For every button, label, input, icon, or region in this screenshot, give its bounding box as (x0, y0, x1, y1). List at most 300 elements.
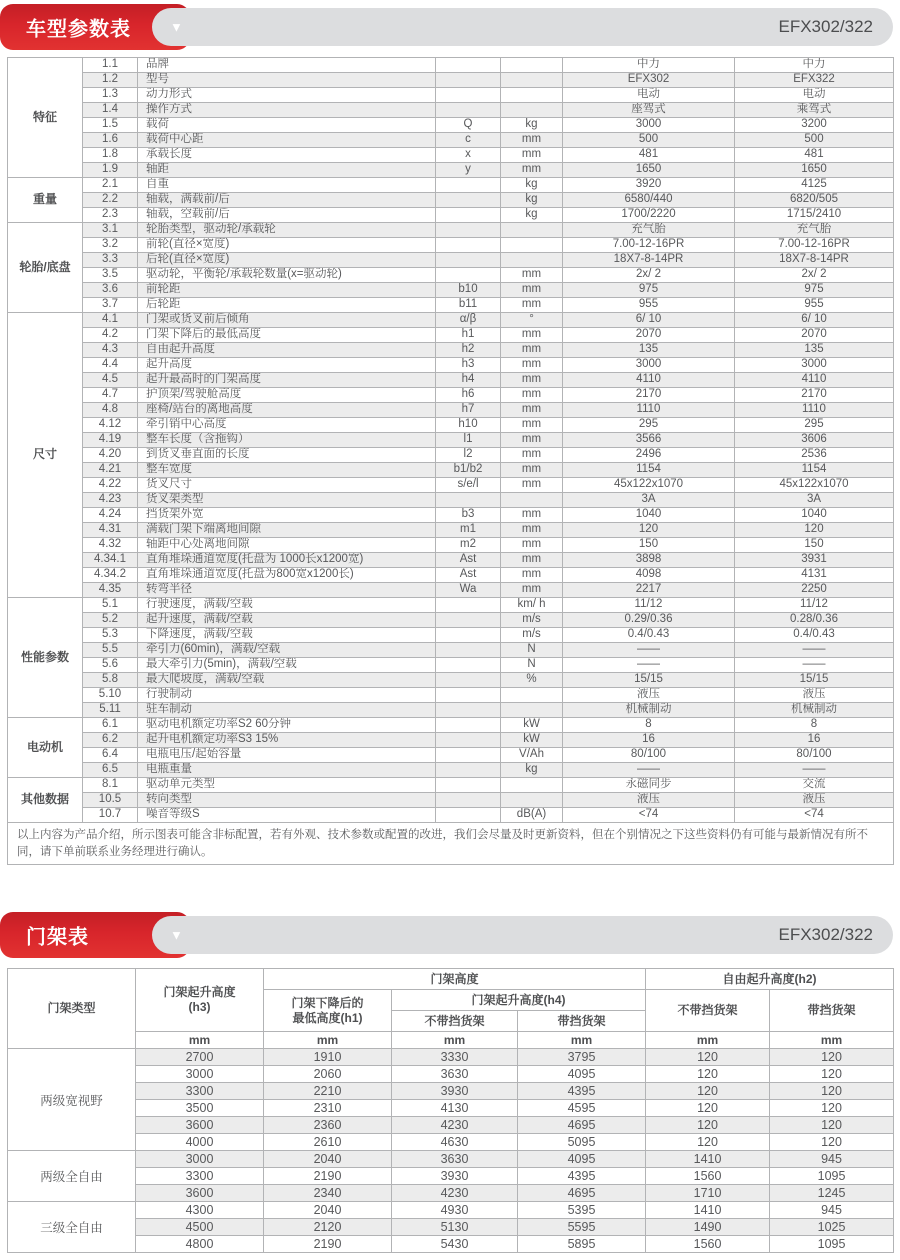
table-row (8, 718, 894, 733)
value-efx302: 中力 (563, 58, 735, 73)
h3-value: 3000 (136, 1151, 264, 1168)
h3-value: 4800 (136, 1236, 264, 1253)
param-unit: mm (501, 268, 563, 283)
param-symbol: h10 (436, 418, 501, 433)
param-symbol: l1 (436, 433, 501, 448)
value-efx302: 充气胎 (563, 223, 735, 238)
h4-no-backrest-value: 3930 (392, 1083, 518, 1100)
param-symbol (436, 178, 501, 193)
row-number: 4.5 (83, 373, 138, 388)
table-row (8, 433, 894, 448)
value-efx302: 3000 (563, 118, 735, 133)
param-unit: V/Ah (501, 748, 563, 763)
param-name: 电瓶电压/起始容量 (138, 748, 436, 763)
value-efx322: 1154 (735, 463, 894, 478)
param-unit (501, 703, 563, 718)
value-efx302: 液压 (563, 688, 735, 703)
h2-no-backrest-value: 120 (646, 1049, 770, 1066)
value-efx302: 1650 (563, 163, 735, 178)
h2-with-backrest-value: 1095 (770, 1236, 894, 1253)
h2-with-backrest-value: 945 (770, 1151, 894, 1168)
h4-with-backrest-value: 4695 (518, 1185, 646, 1202)
h2-no-backrest-value: 1560 (646, 1236, 770, 1253)
param-name: 承载长度 (138, 148, 436, 163)
value-efx302: 150 (563, 538, 735, 553)
section-label: 性能参数 (8, 598, 83, 718)
h2-with-backrest-value: 1245 (770, 1185, 894, 1202)
value-efx322: 液压 (735, 793, 894, 808)
row-number: 4.2 (83, 328, 138, 343)
h2-with-backrest-value: 120 (770, 1100, 894, 1117)
row-number: 2.2 (83, 193, 138, 208)
h3-value: 3600 (136, 1185, 264, 1202)
row-number: 4.1 (83, 313, 138, 328)
table-row (8, 133, 894, 148)
value-efx302: 955 (563, 298, 735, 313)
param-name: 自由起升高度 (138, 343, 436, 358)
param-unit (501, 58, 563, 73)
value-efx302: 15/15 (563, 673, 735, 688)
value-efx322: 8 (735, 718, 894, 733)
param-name: 品牌 (138, 58, 436, 73)
value-efx302: —— (563, 763, 735, 778)
value-efx302: EFX302 (563, 73, 735, 88)
param-unit (501, 793, 563, 808)
param-symbol: h1 (436, 328, 501, 343)
param-name: 轴载，满载前/后 (138, 193, 436, 208)
value-efx322: 2250 (735, 583, 894, 598)
param-name: 挡货架外宽 (138, 508, 436, 523)
value-efx322: 4110 (735, 373, 894, 388)
h4-no-backrest-value: 4230 (392, 1185, 518, 1202)
table-row (8, 313, 894, 328)
param-unit: m/s (501, 613, 563, 628)
value-efx322: 6820/505 (735, 193, 894, 208)
param-symbol: b10 (436, 283, 501, 298)
unit-header: mm (264, 1032, 392, 1049)
h1-value: 2190 (264, 1236, 392, 1253)
table-row (8, 478, 894, 493)
value-efx302: <74 (563, 808, 735, 823)
table-row (8, 1134, 894, 1151)
table-row (8, 88, 894, 103)
row-number: 3.2 (83, 238, 138, 253)
param-unit: mm (501, 298, 563, 313)
table-row (8, 613, 894, 628)
h2-no-backrest-value: 120 (646, 1083, 770, 1100)
param-symbol: y (436, 163, 501, 178)
value-efx302: 16 (563, 733, 735, 748)
row-number: 6.5 (83, 763, 138, 778)
h4-with-backrest-value: 4595 (518, 1100, 646, 1117)
table-row (8, 238, 894, 253)
row-number: 6.4 (83, 748, 138, 763)
value-efx302: 11/12 (563, 598, 735, 613)
row-number: 1.4 (83, 103, 138, 118)
spec-section-header (0, 4, 893, 50)
param-symbol (436, 733, 501, 748)
param-symbol (436, 613, 501, 628)
row-number: 4.32 (83, 538, 138, 553)
table-row (8, 568, 894, 583)
param-unit (501, 88, 563, 103)
table-row (8, 748, 894, 763)
unit-header: mm (646, 1032, 770, 1049)
value-efx322: <74 (735, 808, 894, 823)
param-name: 直角堆垛通道宽度(托盘为800宽x1200长) (138, 568, 436, 583)
section-label: 重量 (8, 178, 83, 223)
table-row (8, 493, 894, 508)
param-unit: mm (501, 403, 563, 418)
h3-value: 4300 (136, 1202, 264, 1219)
value-efx302: 7.00-12-16PR (563, 238, 735, 253)
table-row (8, 658, 894, 673)
table-row (8, 178, 894, 193)
row-number: 4.23 (83, 493, 138, 508)
value-efx302: 481 (563, 148, 735, 163)
row-number: 4.31 (83, 523, 138, 538)
table-row (8, 688, 894, 703)
param-symbol (436, 673, 501, 688)
value-efx322: 2536 (735, 448, 894, 463)
row-number: 1.8 (83, 148, 138, 163)
param-name: 行驶制动 (138, 688, 436, 703)
table-row (8, 643, 894, 658)
h4-no-backrest-value: 3630 (392, 1066, 518, 1083)
mast-table (7, 968, 894, 1253)
param-name: 门架下降后的最低高度 (138, 328, 436, 343)
param-name: 起升电机额定功率S3 15% (138, 733, 436, 748)
h2-no-backrest-value: 120 (646, 1066, 770, 1083)
h2-with-backrest-value: 1025 (770, 1219, 894, 1236)
row-number: 3.6 (83, 283, 138, 298)
row-number: 6.2 (83, 733, 138, 748)
h3-value: 4000 (136, 1134, 264, 1151)
param-symbol (436, 658, 501, 673)
value-efx322: 481 (735, 148, 894, 163)
value-efx322: 15/15 (735, 673, 894, 688)
value-efx322: 2070 (735, 328, 894, 343)
param-symbol (436, 748, 501, 763)
value-efx322: 充气胎 (735, 223, 894, 238)
table-row (8, 1066, 894, 1083)
param-name: 轮胎类型，驱动轮/承载轮 (138, 223, 436, 238)
param-symbol (436, 793, 501, 808)
param-name: 牵引力(60min)，满载/空载 (138, 643, 436, 658)
param-name: 起升速度，满载/空载 (138, 613, 436, 628)
collapse-arrow-icon[interactable]: ▼ (170, 927, 183, 943)
param-unit: N (501, 658, 563, 673)
table-row (8, 538, 894, 553)
param-name: 驱动电机额定功率S2 60分钟 (138, 718, 436, 733)
h2-no-backrest-value: 120 (646, 1117, 770, 1134)
param-symbol: l2 (436, 448, 501, 463)
param-symbol: m2 (436, 538, 501, 553)
h4-group-header: 门架起升高度(h4) (392, 990, 646, 1011)
row-number: 2.1 (83, 178, 138, 193)
mast-section-header (0, 912, 893, 958)
value-efx322: 150 (735, 538, 894, 553)
row-number: 4.20 (83, 448, 138, 463)
value-efx322: 955 (735, 298, 894, 313)
param-symbol: h4 (436, 373, 501, 388)
param-unit (501, 103, 563, 118)
table-row (8, 1117, 894, 1134)
value-efx302: —— (563, 643, 735, 658)
param-name: 货叉尺寸 (138, 478, 436, 493)
section-label: 其他数据 (8, 778, 83, 823)
value-efx302: 500 (563, 133, 735, 148)
spec-table-body (8, 58, 894, 823)
unit-header: mm (136, 1032, 264, 1049)
param-name: 货叉架类型 (138, 493, 436, 508)
param-unit: kg (501, 208, 563, 223)
value-efx322: 中力 (735, 58, 894, 73)
table-row (8, 73, 894, 88)
table-row (8, 1202, 894, 1219)
table-row (8, 1049, 894, 1066)
section-title: 车型参数表 (26, 18, 131, 41)
row-number: 5.2 (83, 613, 138, 628)
table-row (8, 388, 894, 403)
value-efx302: 18X7-8-14PR (563, 253, 735, 268)
param-unit: kg (501, 193, 563, 208)
row-number: 5.3 (83, 628, 138, 643)
value-efx302: 2496 (563, 448, 735, 463)
mast-height-group-header: 门架高度 (264, 969, 646, 990)
param-name: 操作方式 (138, 103, 436, 118)
value-efx322: 1110 (735, 403, 894, 418)
value-efx322: 120 (735, 523, 894, 538)
param-name: 满载门架下端离地间隙 (138, 523, 436, 538)
param-symbol: α/β (436, 313, 501, 328)
row-number: 3.5 (83, 268, 138, 283)
table-row (8, 193, 894, 208)
param-name: 驻车制动 (138, 703, 436, 718)
row-number: 10.5 (83, 793, 138, 808)
param-unit: mm (501, 328, 563, 343)
table-row (8, 598, 894, 613)
param-symbol: c (436, 133, 501, 148)
value-efx302: 120 (563, 523, 735, 538)
table-row (8, 163, 894, 178)
h1-value: 1910 (264, 1049, 392, 1066)
param-unit: N (501, 643, 563, 658)
mast-type-header: 门架类型 (8, 969, 136, 1049)
param-symbol (436, 703, 501, 718)
h2-no-backrest-value: 1490 (646, 1219, 770, 1236)
param-symbol (436, 763, 501, 778)
h4-with-backrest-value: 5895 (518, 1236, 646, 1253)
param-unit: mm (501, 463, 563, 478)
mast-type-label: 两级全自由 (8, 1151, 136, 1202)
model-label: EFX302/322 (778, 925, 873, 944)
table-row (8, 403, 894, 418)
table-row (8, 223, 894, 238)
value-efx322: 交流 (735, 778, 894, 793)
table-row (8, 1219, 894, 1236)
value-efx302: 4110 (563, 373, 735, 388)
table-row (8, 778, 894, 793)
value-efx322: EFX322 (735, 73, 894, 88)
row-number: 2.3 (83, 208, 138, 223)
h4-with-backrest-value: 4395 (518, 1083, 646, 1100)
value-efx322: 6/ 10 (735, 313, 894, 328)
param-symbol (436, 598, 501, 613)
value-efx322: 1040 (735, 508, 894, 523)
row-number: 10.7 (83, 808, 138, 823)
value-efx322: 液压 (735, 688, 894, 703)
mast-type-label: 三级全自由 (8, 1202, 136, 1253)
h4-no-backrest-value: 4630 (392, 1134, 518, 1151)
param-name: 下降速度，满载/空载 (138, 628, 436, 643)
value-efx322: 2170 (735, 388, 894, 403)
param-name: 自重 (138, 178, 436, 193)
row-number: 4.21 (83, 463, 138, 478)
value-efx322: 2x/ 2 (735, 268, 894, 283)
table-row (8, 1100, 894, 1117)
param-symbol (436, 208, 501, 223)
value-efx322: 11/12 (735, 598, 894, 613)
param-unit: kW (501, 718, 563, 733)
value-efx322: 975 (735, 283, 894, 298)
table-row (8, 808, 894, 823)
param-name: 轴载，空载前/后 (138, 208, 436, 223)
table-row (8, 628, 894, 643)
h2-with-backrest-value: 120 (770, 1134, 894, 1151)
param-unit: mm (501, 568, 563, 583)
table-row (8, 208, 894, 223)
h4-no-backrest-value: 4130 (392, 1100, 518, 1117)
value-efx322: 3931 (735, 553, 894, 568)
param-name: 起升高度 (138, 358, 436, 373)
h1-header (264, 990, 392, 1032)
param-unit: mm (501, 508, 563, 523)
unit-header: mm (392, 1032, 518, 1049)
param-symbol (436, 268, 501, 283)
param-unit: km/ h (501, 598, 563, 613)
value-efx302: 6/ 10 (563, 313, 735, 328)
param-name: 起升最高时的门架高度 (138, 373, 436, 388)
param-name: 载荷中心距 (138, 133, 436, 148)
row-number: 4.7 (83, 388, 138, 403)
row-number: 3.3 (83, 253, 138, 268)
param-unit: mm (501, 133, 563, 148)
spec-table (7, 57, 894, 865)
model-label: EFX302/322 (778, 17, 873, 36)
value-efx322: 3A (735, 493, 894, 508)
h3-header (136, 969, 264, 1032)
param-unit: mm (501, 163, 563, 178)
value-efx322: 1715/2410 (735, 208, 894, 223)
unit-header: mm (518, 1032, 646, 1049)
h4-with-backrest-value: 4395 (518, 1168, 646, 1185)
table-row (8, 268, 894, 283)
row-number: 8.1 (83, 778, 138, 793)
value-efx322: —— (735, 658, 894, 673)
param-name: 轴距 (138, 163, 436, 178)
h1-value: 2190 (264, 1168, 392, 1185)
param-name: 座椅/站台的离地高度 (138, 403, 436, 418)
param-name: 转向类型 (138, 793, 436, 808)
value-efx322: 500 (735, 133, 894, 148)
row-number: 5.8 (83, 673, 138, 688)
param-symbol (436, 493, 501, 508)
table-row (8, 763, 894, 778)
row-number: 4.8 (83, 403, 138, 418)
row-number: 6.1 (83, 718, 138, 733)
param-symbol (436, 253, 501, 268)
param-name: 牵引销中心高度 (138, 418, 436, 433)
h2-no-backrest-value: 1410 (646, 1151, 770, 1168)
h4-no-backrest-value: 3930 (392, 1168, 518, 1185)
value-efx322: 16 (735, 733, 894, 748)
table-row (8, 148, 894, 163)
param-symbol (436, 628, 501, 643)
value-efx302: 8 (563, 718, 735, 733)
param-unit: mm (501, 343, 563, 358)
h2-no-backrest-value: 1710 (646, 1185, 770, 1202)
param-name: 直角堆垛通道宽度(托盘为 1000长x1200宽) (138, 553, 436, 568)
value-efx302: 2x/ 2 (563, 268, 735, 283)
value-efx302: 45x122x1070 (563, 478, 735, 493)
param-unit: mm (501, 283, 563, 298)
param-symbol: s/e/l (436, 478, 501, 493)
section-label: 尺寸 (8, 313, 83, 598)
h2-no-backrest-value: 120 (646, 1134, 770, 1151)
collapse-arrow-icon[interactable]: ▼ (170, 19, 183, 35)
param-unit (501, 73, 563, 88)
value-efx322: 4131 (735, 568, 894, 583)
value-efx302: 4098 (563, 568, 735, 583)
row-number: 5.10 (83, 688, 138, 703)
h3-header-line2: (h3) (188, 1000, 211, 1014)
param-symbol: m1 (436, 523, 501, 538)
param-symbol (436, 103, 501, 118)
table-row (8, 703, 894, 718)
h3-value: 3300 (136, 1168, 264, 1185)
row-number: 1.1 (83, 58, 138, 73)
row-number: 4.24 (83, 508, 138, 523)
h4-no-backrest-value: 5130 (392, 1219, 518, 1236)
param-symbol: Wa (436, 583, 501, 598)
h2-with-backrest-value: 120 (770, 1083, 894, 1100)
value-efx302: 3A (563, 493, 735, 508)
param-unit (501, 493, 563, 508)
table-row (8, 373, 894, 388)
value-efx322: 80/100 (735, 748, 894, 763)
param-unit: % (501, 673, 563, 688)
param-unit: mm (501, 388, 563, 403)
value-efx322: 295 (735, 418, 894, 433)
table-row (8, 418, 894, 433)
param-unit: mm (501, 478, 563, 493)
param-symbol: b11 (436, 298, 501, 313)
param-unit: mm (501, 538, 563, 553)
value-efx322: —— (735, 763, 894, 778)
h1-value: 2120 (264, 1219, 392, 1236)
h4-with-backrest-value: 5095 (518, 1134, 646, 1151)
param-name: 后轮(直径×宽度) (138, 253, 436, 268)
value-efx322: 135 (735, 343, 894, 358)
row-number: 1.6 (83, 133, 138, 148)
param-symbol (436, 73, 501, 88)
param-unit (501, 223, 563, 238)
value-efx302: 2070 (563, 328, 735, 343)
value-efx322: 机械制动 (735, 703, 894, 718)
value-efx302: 975 (563, 283, 735, 298)
param-symbol: h2 (436, 343, 501, 358)
